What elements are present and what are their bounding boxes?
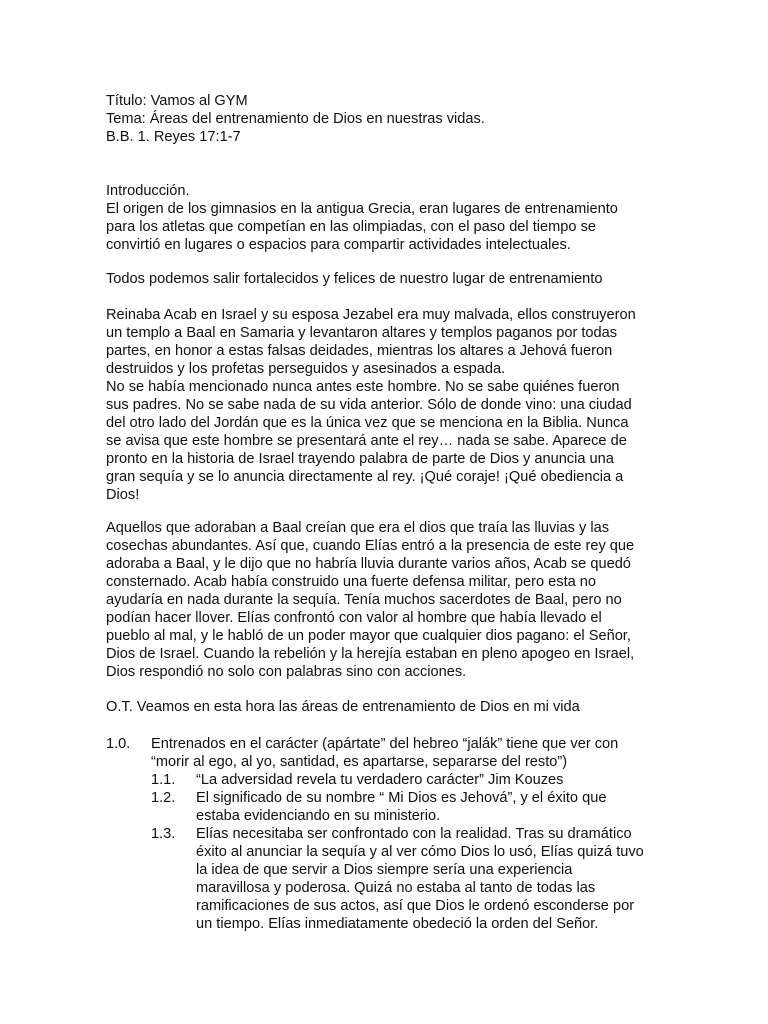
outline-number: 1.2. xyxy=(151,790,176,806)
paragraph-line: El origen de los gimnasios en la antigua Grecia, eran lugares de entrenamiento xyxy=(106,201,618,217)
outline-number: 1.3. xyxy=(151,826,176,842)
outline-subitem-1-3 xyxy=(106,825,666,933)
paragraph-line: podían hacer llover. Elías confrontó con valor al hombre que había llevado el xyxy=(106,610,602,626)
outline-line: maravillosa y poderosa. Quizá no estaba al tanto de todas las xyxy=(196,880,596,896)
paragraph-line: Dios! xyxy=(106,487,140,503)
paragraph-line: un templo a Baal en Samaria y levantaron altares y templos paganos por todas xyxy=(106,325,618,341)
paragraph-line: sus padres. No se sabe nada de su vida anterior. Sólo de donde vino: una ciudad xyxy=(106,397,632,413)
paragraph-line: No se había mencionado nunca antes este hombre. No se sabe quiénes fueron xyxy=(106,379,620,395)
paragraph-line: pronto en la historia de Israel trayendo palabra de parte de Dios y anuncia una xyxy=(106,451,614,467)
outline-list xyxy=(106,735,666,933)
paragraph-line: cosechas abundantes. Así que, cuando Elías entró a la presencia de este rey que xyxy=(106,538,635,554)
paragraph-acab xyxy=(106,306,666,504)
paragraph-strengthened xyxy=(106,270,666,288)
outline-line: un tiempo. Elías inmediatamente obedeció la orden del Señor. xyxy=(196,916,599,932)
paragraph-line: Todos podemos salir fortalecidos y felices de nuestro lugar de entrenamiento xyxy=(106,271,603,287)
paragraph-line: adoraba a Baal, y le dijo que no habría lluvia durante varios años, Acab se quedó xyxy=(106,556,631,572)
sermon-header xyxy=(106,92,485,146)
paragraph-line: Reinaba Acab en Israel y su esposa Jezabel era muy malvada, ellos construyeron xyxy=(106,307,636,323)
paragraph-line: para los atletas que competían en las olimpiadas, con el paso del tiempo se xyxy=(106,219,596,235)
outline-line: éxito al anunciar la sequía y al ver cómo Dios lo usó, Elías quizá tuvo xyxy=(196,844,644,860)
outline-line: la idea de que servir a Dios siempre sería una experiencia xyxy=(196,862,573,878)
paragraph-line: Dios de Israel. Cuando la rebelión y la herejía estaban en pleno apogeo en Israel, xyxy=(106,646,635,662)
outline-item-1-0 xyxy=(106,735,666,771)
outline-line: estaba evidenciando en su ministerio. xyxy=(196,808,441,824)
objective-line: O.T. Veamos en esta hora las áreas de entrenamiento de Dios en mi vida xyxy=(106,699,580,715)
outline-subitem-1-1 xyxy=(106,771,666,789)
paragraph-line: Dios respondió no solo con palabras sino con acciones. xyxy=(106,664,467,680)
outline-line: Elías necesitaba ser confrontado con la realidad. Tras su dramático xyxy=(196,826,632,842)
introduction-heading-block xyxy=(106,182,666,200)
paragraph-line: gran sequía y se lo anuncia directamente al rey. ¡Qué coraje! ¡Qué obediencia a xyxy=(106,469,624,485)
outline-number: 1.1. xyxy=(151,772,176,788)
paragraph-line: convirtió en lugares o espacios para compartir actividades intelectuales. xyxy=(106,237,571,253)
paragraph-origin xyxy=(106,200,666,254)
outline-number: 1.0. xyxy=(106,736,131,752)
outline-subitem-1-2 xyxy=(106,789,666,825)
outline-line: “morir al ego, al yo, santidad, es apartarse, separarse del resto”) xyxy=(151,754,568,770)
paragraph-line: ayudaría en nada durante la sequía. Tenía muchos sacerdotes de Baal, pero no xyxy=(106,592,622,608)
paragraph-line: se avisa que este hombre se presentará ante el rey… nada se sabe. Aparece de xyxy=(106,433,627,449)
outline-line: Entrenados en el carácter (apártate” del hebreo “jalák” tiene que ver con xyxy=(151,736,619,752)
title-line: Título: Vamos al GYM xyxy=(106,93,248,109)
paragraph-line: destruidos y los profetas perseguidos y asesinados a espada. xyxy=(106,361,506,377)
paragraph-line: consternado. Acab había construido una fuerte defensa militar, pero esta no xyxy=(106,574,597,590)
paragraph-line: del otro lado del Jordán que es la única vez que se menciona en la Biblia. Nunca xyxy=(106,415,629,431)
paragraph-line: partes, en honor a estas falsas deidades, mientras los altares a Jehová fueron xyxy=(106,343,613,359)
objective-line-block xyxy=(106,698,666,716)
paragraph-line: Aquellos que adoraban a Baal creían que era el dios que traía las lluvias y las xyxy=(106,520,609,536)
outline-line: ramificaciones de sus actos, así que Dios le ordenó esconderse por xyxy=(196,898,635,914)
paragraph-baal xyxy=(106,519,666,681)
outline-line: El significado de su nombre “ Mi Dios es Jehová”, y el éxito que xyxy=(196,790,607,806)
paragraph-line: pueblo al mal, y le habló de un poder mayor que cualquier dios pagano: el Señor, xyxy=(106,628,631,644)
introduction-heading: Introducción. xyxy=(106,183,190,199)
theme-line: Tema: Áreas del entrenamiento de Dios en nuestras vidas. xyxy=(106,111,485,127)
bible-reference-line: B.B. 1. Reyes 17:1-7 xyxy=(106,129,241,145)
outline-line: “La adversidad revela tu verdadero carácter” Jim Kouzes xyxy=(196,772,564,788)
